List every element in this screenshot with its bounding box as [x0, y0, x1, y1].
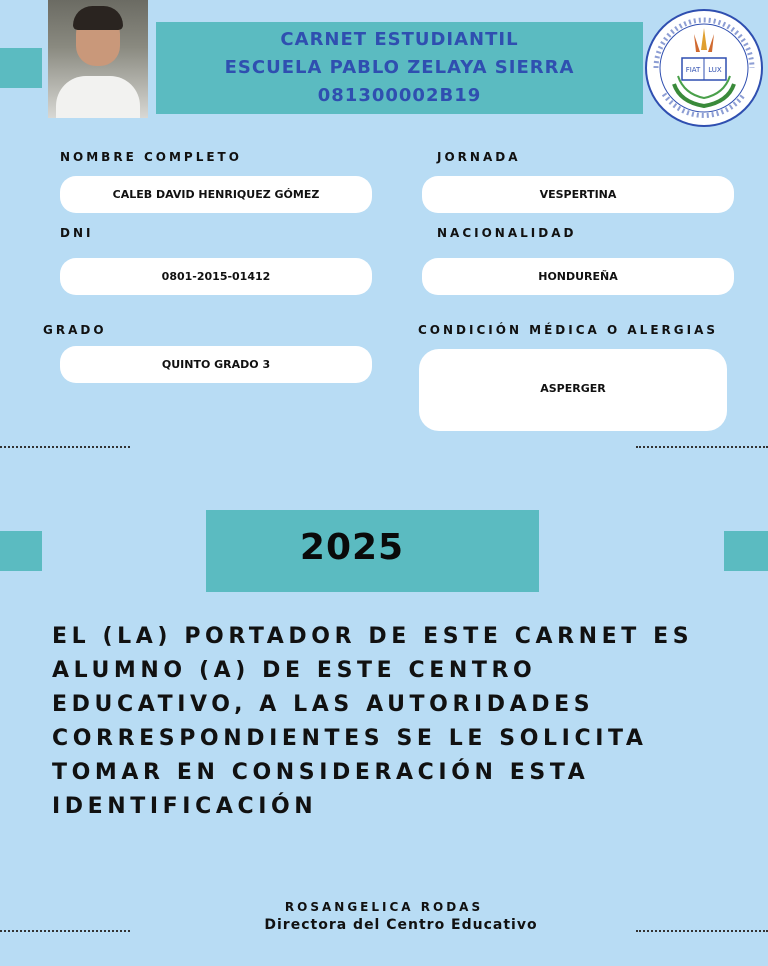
- signatory-role: Directora del Centro Educativo: [264, 917, 538, 933]
- nombre-label: NOMBRE COMPLETO: [60, 150, 242, 164]
- decorative-tab-left: [0, 531, 42, 571]
- svg-text:FIAT: FIAT: [685, 66, 701, 74]
- student-photo: [48, 0, 148, 118]
- condicion-label: CONDICIÓN MÉDICA O ALERGIAS: [418, 323, 718, 337]
- title-banner: [156, 22, 643, 114]
- decorative-tab-right: [724, 531, 768, 571]
- jornada-label: JORNADA: [437, 150, 521, 164]
- separator-bottom-right: [636, 930, 768, 932]
- school-code: 081300002B19: [317, 85, 482, 106]
- dni-field: 0801-2015-01412: [60, 258, 372, 295]
- grado-field: QUINTO GRADO 3: [60, 346, 372, 383]
- dni-label: DNI: [60, 226, 94, 240]
- nacionalidad-field: HONDUREÑA: [422, 258, 734, 295]
- grado-label: GRADO: [43, 323, 107, 337]
- separator-right: [636, 446, 768, 448]
- statement-text: EL (LA) PORTADOR DE ESTE CARNET ES ALUMNO (A) DE ESTE CENTRO EDUCATIVO, A LAS AUTORIDADES CORRESPONDIENTES SE LE SOLICITA TOMAR EN CONSIDERACIÓN ESTA IDENTIFICACIÓN: [52, 624, 694, 819]
- separator-left: [0, 446, 130, 448]
- school-name: ESCUELA PABLO ZELAYA SIERRA: [224, 57, 575, 78]
- condicion-field: ASPERGER: [419, 349, 727, 431]
- nacionalidad-label: NACIONALIDAD: [437, 226, 577, 240]
- nombre-field: CALEB DAVID HENRIQUEZ GÓMEZ: [60, 176, 372, 213]
- year-text: 2025: [299, 526, 405, 568]
- svg-text:LUX: LUX: [708, 66, 722, 74]
- signatory-name: ROSANGELICA RODAS: [284, 900, 484, 914]
- separator-bottom-left: [0, 930, 130, 932]
- jornada-field: VESPERTINA: [422, 176, 734, 213]
- card-title: CARNET ESTUDIANTIL: [280, 29, 519, 50]
- school-seal-logo: [644, 6, 764, 130]
- decorative-tab-left-top: [0, 48, 42, 88]
